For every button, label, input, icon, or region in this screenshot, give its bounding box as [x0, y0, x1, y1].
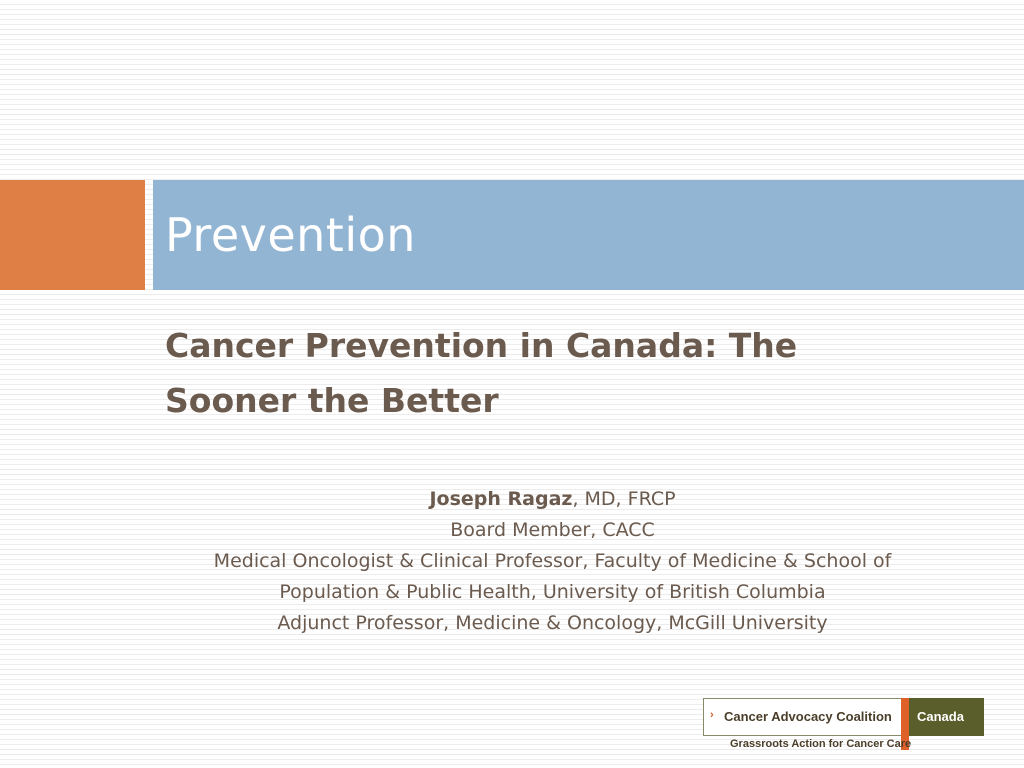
author-block — [165, 484, 940, 639]
cacc-logo — [703, 698, 984, 750]
author-role: Board Member, CACC — [450, 519, 655, 541]
author-affiliation-3: Adjunct Professor, Medicine & Oncology, McGill University — [277, 612, 828, 634]
slide-subtitle — [165, 318, 845, 428]
accent-block — [0, 180, 145, 290]
author-affiliation-1: Medical Oncologist & Clinical Professor, Faculty of Medicine & School of — [213, 550, 892, 572]
author-name-line — [165, 484, 940, 515]
author-credentials: , MD, FRCP — [572, 488, 676, 510]
title-bar — [153, 180, 1024, 290]
logo-arrow-icon: › — [710, 709, 714, 721]
subtitle-line-1: Cancer Prevention in Canada: The — [165, 326, 798, 365]
logo-name-box — [703, 698, 903, 736]
slide-title: Prevention — [165, 208, 416, 262]
logo-name: Cancer Advocacy Coalition — [724, 709, 892, 724]
subtitle-line-2: Sooner the Better — [165, 381, 499, 420]
logo-country: Canada — [909, 698, 984, 736]
author-name: Joseph Ragaz — [429, 488, 573, 510]
author-affiliation-2: Population & Public Health, University of British Columbia — [279, 581, 826, 603]
logo-tagline: Grassroots Action for Cancer Care — [730, 738, 912, 750]
